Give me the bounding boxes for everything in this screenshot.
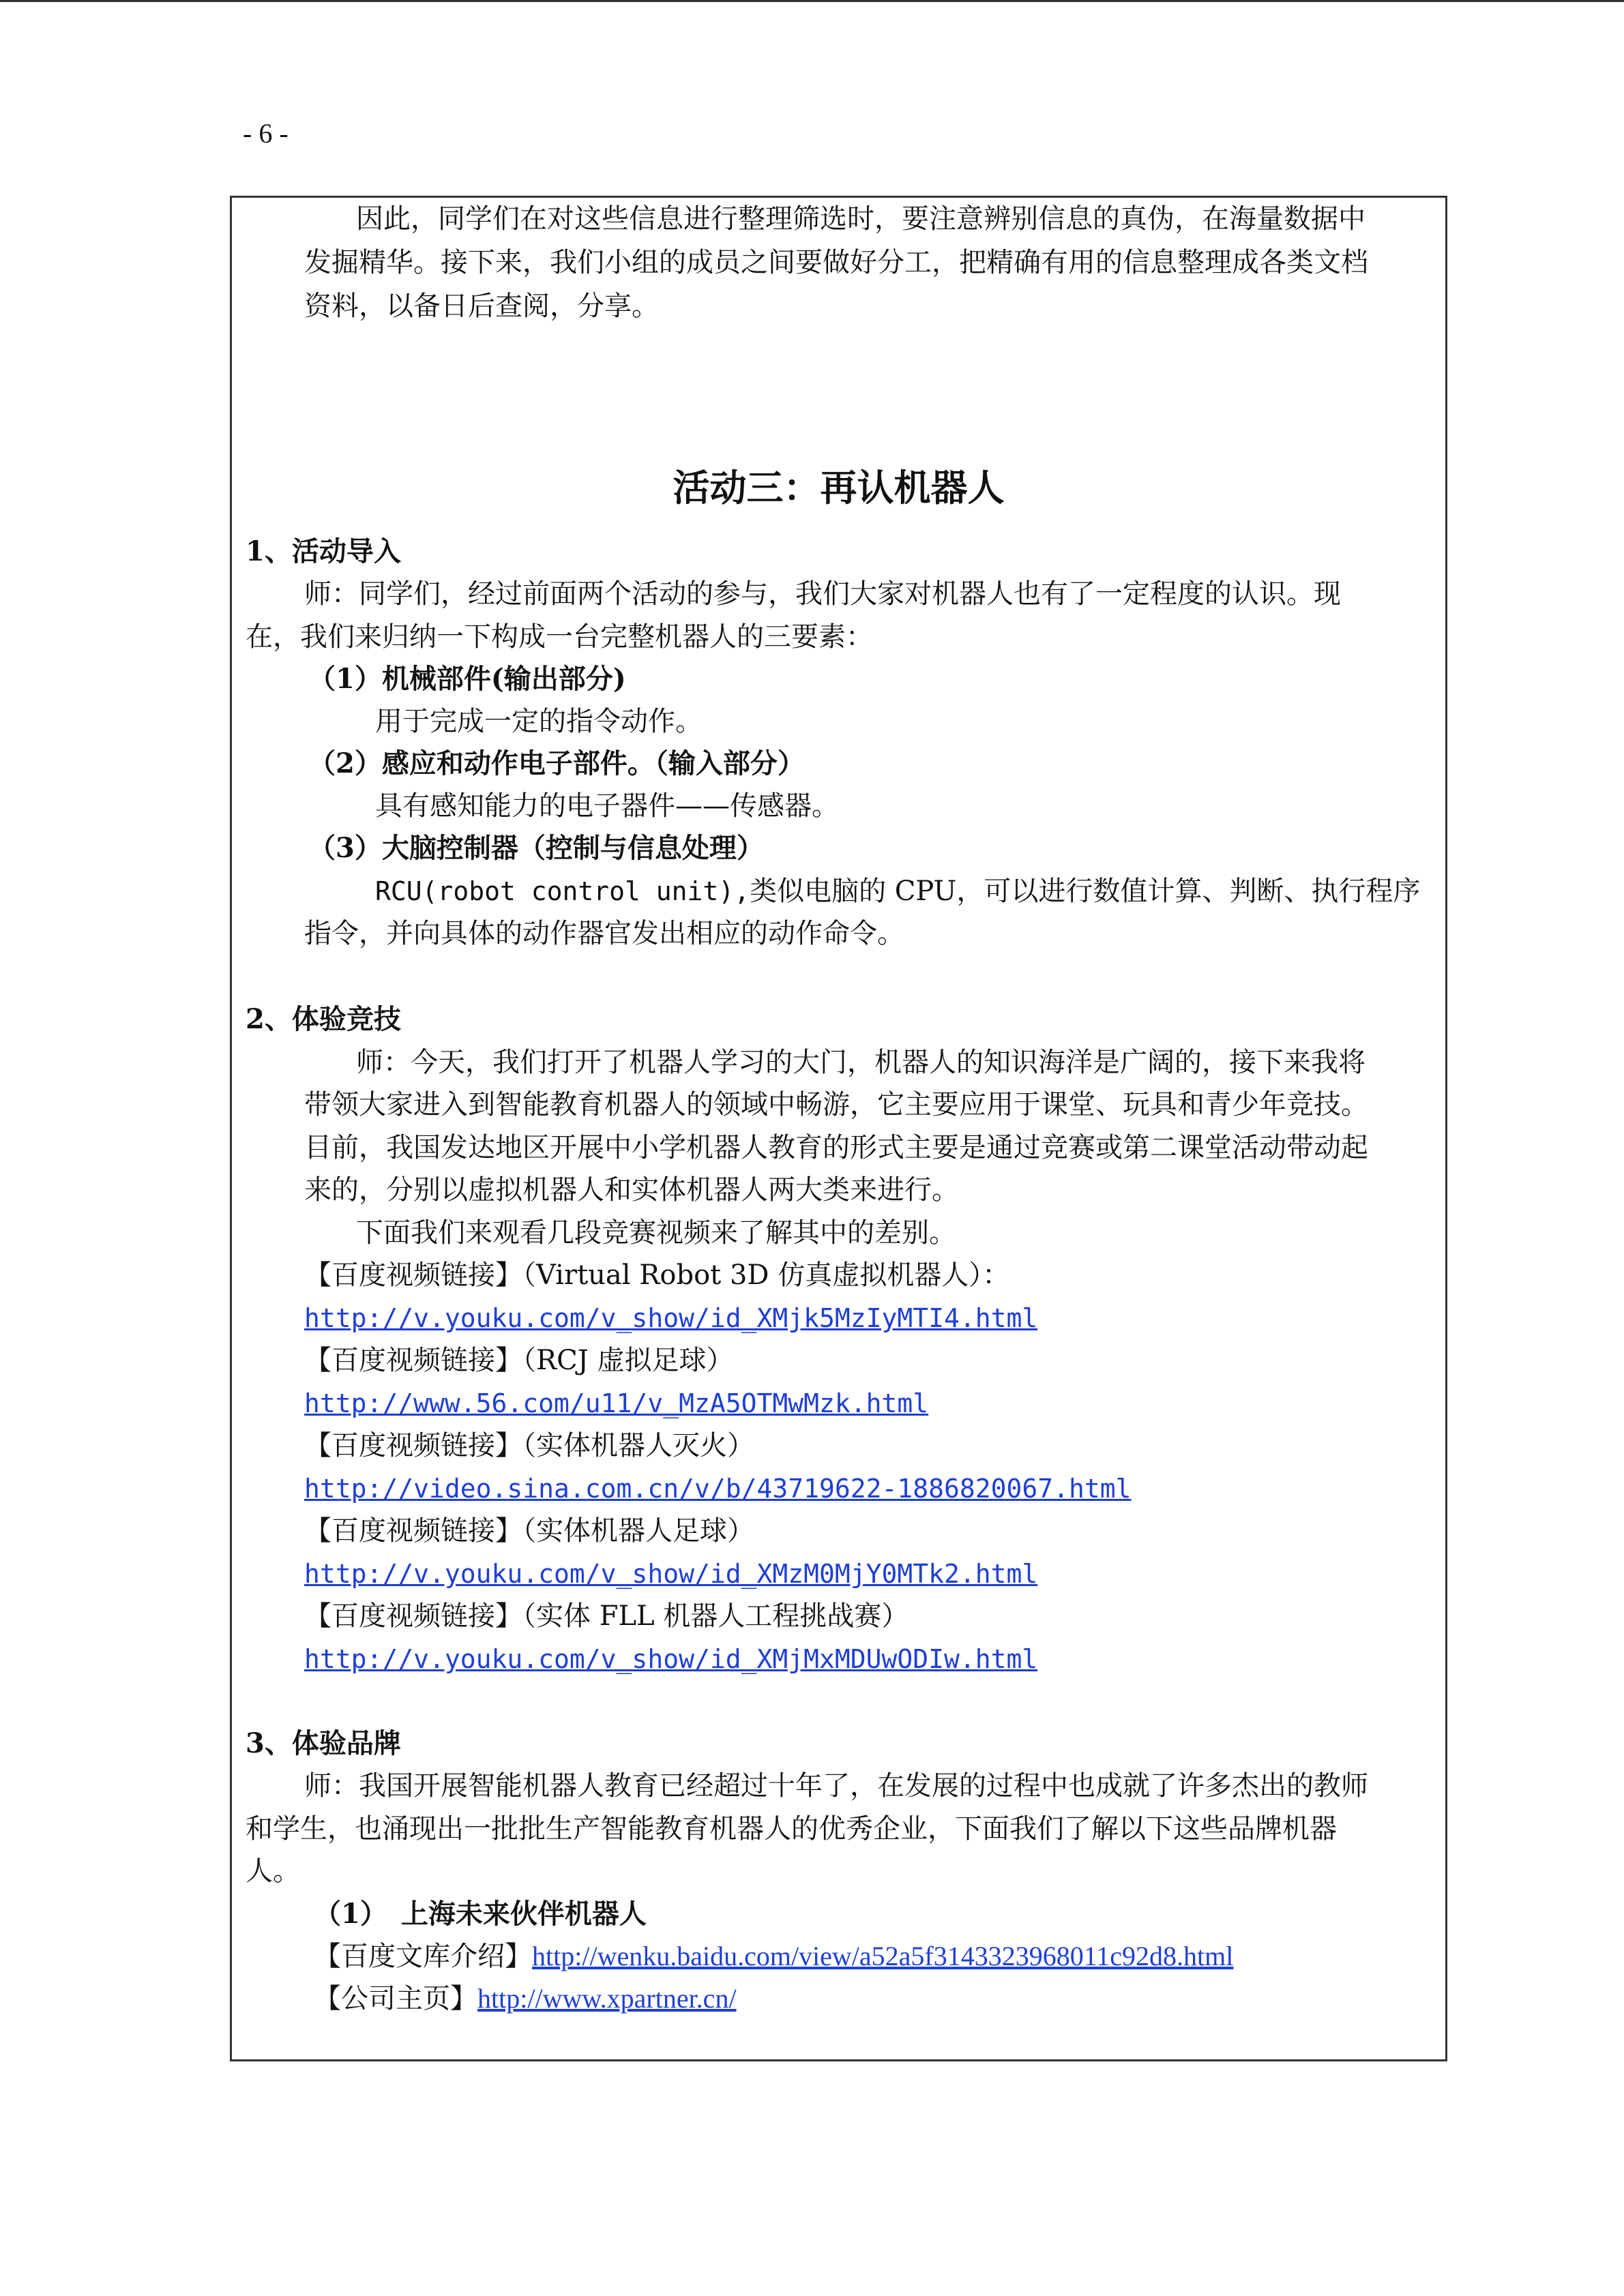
section-1-heading: 1、活动导入 <box>246 535 401 567</box>
intro-line-1: 因此，同学们在对这些信息进行整理筛选时，要注意辨别信息的真伪，在海量数据中 <box>356 203 1365 235</box>
video-link-2-label: 【百度视频链接】（RCJ 虚拟足球） <box>304 1345 734 1376</box>
activity-title: 活动三：再认机器人 <box>673 466 1005 509</box>
video-link-4-label: 【百度视频链接】（实体机器人足球） <box>304 1515 754 1547</box>
video-link-3-label: 【百度视频链接】（实体机器人灭火） <box>304 1430 754 1461</box>
section-1-para-line-2: 在，我们来归纳一下构成一台完整机器人的三要素： <box>246 621 873 653</box>
wenku-link[interactable]: http://wenku.baidu.com/view/a52a5f3143323968011c92d8.html <box>532 1941 1234 1971</box>
section-2-para-line-2: 带领大家进入到智能教育机器人的领域中畅游，它主要应用于课堂、玩具和青少年竞技。 <box>304 1089 1368 1120</box>
brand-1-label: （1） 上海未来伙伴机器人 <box>314 1898 647 1930</box>
section-2-heading: 2、体验竞技 <box>246 1003 401 1035</box>
section-2-para-line-4: 来的，分别以虚拟机器人和实体机器人两大类来进行。 <box>304 1174 959 1206</box>
element-3-desc-line-2: 指令，并向具体的动作器官发出相应的动作命令。 <box>304 918 904 949</box>
section-2-para-2: 下面我们来观看几段竞赛视频来了解其中的差别。 <box>356 1217 956 1249</box>
element-1-label: （1）机械部件(输出部分) <box>308 663 626 695</box>
top-border <box>0 0 1624 2</box>
rcu-code: RCU(robot control unit), <box>375 876 750 906</box>
video-link-5-label: 【百度视频链接】（实体 FLL 机器人工程挑战赛） <box>304 1600 909 1632</box>
page-number: - 6 - <box>243 118 289 149</box>
wenku-line <box>314 1935 1233 1978</box>
element-2-desc: 具有感知能力的电子器件——传感器。 <box>375 790 839 822</box>
rcu-text: 类似电脑的 CPU，可以进行数值计算、判断、执行程序 <box>750 876 1421 907</box>
intro-line-3: 资料，以备日后查阅，分享。 <box>304 290 659 322</box>
element-2-label: （2）感应和动作电子部件。（输入部分） <box>308 747 805 779</box>
element-1-desc: 用于完成一定的指令动作。 <box>375 706 703 737</box>
element-3-desc-line-1 <box>375 870 1420 912</box>
video-link-1[interactable]: http://v.youku.com/v_show/id_XMjk5MzIyMTI4.html <box>304 1303 1038 1333</box>
video-link-4[interactable]: http://v.youku.com/v_show/id_XMzM0MjY0MTk2.html <box>304 1559 1038 1589</box>
video-link-2[interactable]: http://www.56.com/u11/v_MzA5OTMwMzk.html <box>304 1388 929 1418</box>
section-3-para-line-3: 人。 <box>246 1855 300 1887</box>
wenku-label: 【百度文库介绍】 <box>314 1941 532 1972</box>
video-link-5[interactable]: http://v.youku.com/v_show/id_XMjMxMDUwODIw.html <box>304 1644 1038 1674</box>
section-3-heading: 3、体验品牌 <box>246 1727 401 1759</box>
video-link-3[interactable]: http://video.sina.com.cn/v/b/43719622-1886820067.html <box>304 1474 1132 1504</box>
video-link-1-label: 【百度视频链接】（Virtual Robot 3D 仿真虚拟机器人）： <box>304 1259 1010 1291</box>
section-3-para-line-1: 师：我国开展智能机器人教育已经超过十年了，在发展的过程中也成就了许多杰出的教师 <box>304 1770 1368 1802</box>
section-3-para-line-2: 和学生，也涌现出一批批生产智能教育机器人的优秀企业，下面我们了解以下这些品牌机器 <box>246 1813 1337 1845</box>
element-3-label: （3）大脑控制器（控制与信息处理） <box>308 832 764 864</box>
section-2-para-line-3: 目前，我国发达地区开展中小学机器人教育的形式主要是通过竞赛或第二课堂活动带动起 <box>304 1132 1368 1163</box>
section-1-para-line-1: 师：同学们，经过前面两个活动的参与，我们大家对机器人也有了一定程度的认识。现 <box>304 578 1341 610</box>
homepage-line <box>314 1978 737 2020</box>
section-2-para-line-1: 师：今天，我们打开了机器人学习的大门，机器人的知识海洋是广阔的，接下来我将 <box>356 1047 1365 1078</box>
homepage-label: 【公司主页】 <box>314 1983 477 2014</box>
homepage-link[interactable]: http://www.xpartner.cn/ <box>477 1983 737 2014</box>
intro-line-2: 发掘精华。接下来，我们小组的成员之间要做好分工，把精确有用的信息整理成各类文档 <box>304 247 1368 278</box>
